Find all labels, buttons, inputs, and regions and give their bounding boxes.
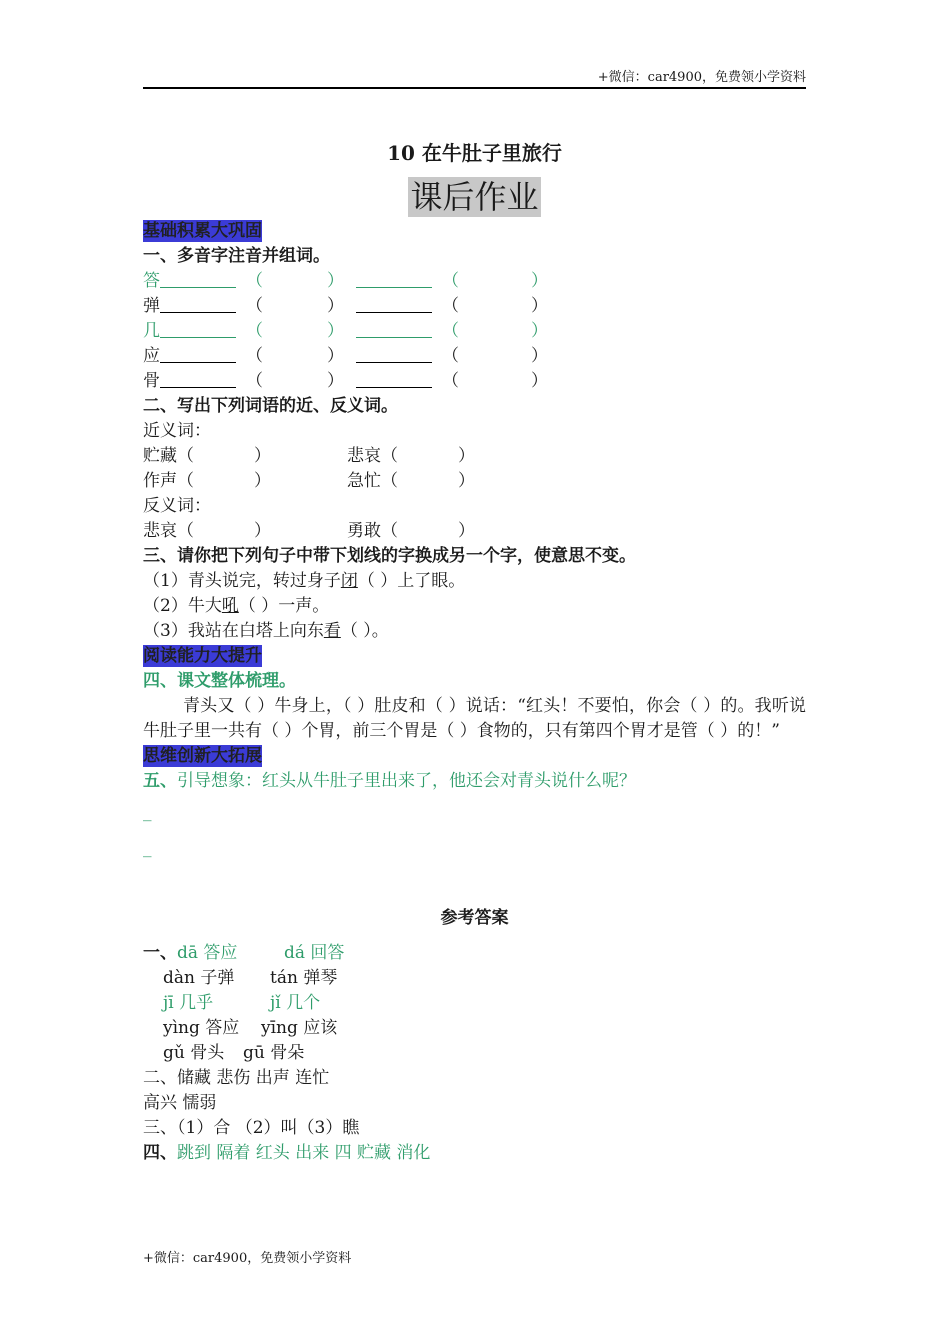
answer-blank[interactable] bbox=[356, 344, 432, 363]
section-label-basic: 基础积累大巩固 bbox=[143, 221, 262, 241]
q1-heading: 一、多音字注音并组词。 bbox=[143, 246, 330, 266]
q2-heading: 二、写出下列词语的近、反义词。 bbox=[143, 396, 398, 416]
synonym-label: 近义词： bbox=[143, 421, 211, 441]
q4-paragraph: 青头又（ ）牛身上，（ ）肚皮和（ ）说话：“红头！不要怕，你会（ ）的。我听说牛肚子里一共有（ ）个胃，前三个胃是（ ）食物的，只有第四个胃才是管（ ）的！” bbox=[143, 696, 806, 741]
section-label-thinking: 思维创新大拓展 bbox=[143, 746, 262, 766]
answer-blank[interactable] bbox=[160, 344, 236, 363]
answer-row: 三、（1）合 （2）叫（3）瞧 bbox=[143, 1118, 360, 1138]
answer-line[interactable]: _ bbox=[143, 802, 152, 822]
q3-heading: 三、请你把下列句子中带下划线的字换成另一个字，使意思不变。 bbox=[143, 546, 636, 566]
antonym-row: 悲哀（ ） 勇敢（ ） bbox=[143, 519, 806, 544]
answer-row: gǔ 骨头 gū 骨朵 bbox=[163, 1043, 305, 1063]
q3-sentence: （2）牛大吼（ ）一声。 bbox=[143, 596, 330, 616]
synonym-row: 作声（ ） 急忙（ ） bbox=[143, 469, 806, 494]
answer-row: yìng 答应 yīng 应该 bbox=[163, 1018, 338, 1038]
lesson-title: 10 在牛肚子里旅行 bbox=[387, 141, 562, 165]
answer-blank[interactable] bbox=[160, 369, 236, 388]
q1-char: 骨 bbox=[143, 371, 160, 391]
q1-row: 几 （ ） （ ） bbox=[143, 321, 548, 341]
q3-sentence: （3）我站在白塔上向东看（ ）。 bbox=[143, 621, 389, 641]
homework-subtitle: 课后作业 bbox=[410, 178, 539, 216]
q3-sentence: （1）青头说完，转过身子闭（ ）上了眼。 bbox=[143, 571, 466, 591]
answer-blank[interactable] bbox=[160, 294, 236, 313]
q1-char: 弹 bbox=[143, 296, 160, 316]
q1-row: 骨 （ ） （ ） bbox=[143, 371, 548, 391]
q1-char: 几 bbox=[143, 321, 160, 341]
answer-blank[interactable] bbox=[356, 294, 432, 313]
answer-row: jī 几乎 jǐ 几个 bbox=[163, 993, 321, 1013]
word-pair: （ ） bbox=[381, 521, 475, 541]
answer-blank[interactable] bbox=[356, 319, 432, 338]
answers-title: 参考答案 bbox=[440, 908, 509, 928]
page-header: +微信：car4900，免费领小学资料 bbox=[597, 70, 806, 85]
answer-blank[interactable] bbox=[356, 269, 432, 288]
header-divider bbox=[143, 87, 806, 89]
section-label-reading: 阅读能力大提升 bbox=[143, 646, 262, 666]
word-pair: （ ） bbox=[381, 471, 475, 491]
word-pair: （ ） bbox=[177, 471, 271, 491]
q1-row: 应 （ ） （ ） bbox=[143, 346, 548, 366]
word-pair: （ ） bbox=[177, 446, 271, 466]
q1-char: 应 bbox=[143, 346, 160, 366]
word-pair: （ ） bbox=[381, 446, 475, 466]
q1-row: 答 （ ） （ ） bbox=[143, 271, 548, 291]
answer-row: 高兴 懦弱 bbox=[143, 1093, 217, 1113]
q5-heading: 五、引导想象：红头从牛肚子里出来了，他还会对青头说什么呢？ bbox=[143, 771, 636, 791]
q4-heading: 四、课文整体梳理。 bbox=[143, 671, 296, 691]
answer-row: 一、dā 答应 dá 回答 bbox=[143, 943, 345, 963]
answer-row: 二、储藏 悲伤 出声 连忙 bbox=[143, 1068, 330, 1088]
answer-blank[interactable] bbox=[160, 319, 236, 338]
answer-line[interactable]: _ bbox=[143, 838, 152, 858]
word-pair: （ ） bbox=[177, 521, 271, 541]
antonym-label: 反义词： bbox=[143, 496, 211, 516]
answer-row: dàn 子弹 tán 弹琴 bbox=[163, 968, 338, 988]
answer-row: 四、跳到 隔着 红头 出来 四 贮藏 消化 bbox=[143, 1143, 431, 1163]
document-body bbox=[143, 137, 806, 1166]
q1-row: 弹 （ ） （ ） bbox=[143, 296, 548, 316]
answer-blank[interactable] bbox=[160, 269, 236, 288]
q1-char: 答 bbox=[143, 271, 160, 291]
page-footer: +微信：car4900，免费领小学资料 bbox=[143, 1251, 352, 1266]
synonym-row: 贮藏（ ） 悲哀（ ） bbox=[143, 444, 806, 469]
answer-blank[interactable] bbox=[356, 369, 432, 388]
